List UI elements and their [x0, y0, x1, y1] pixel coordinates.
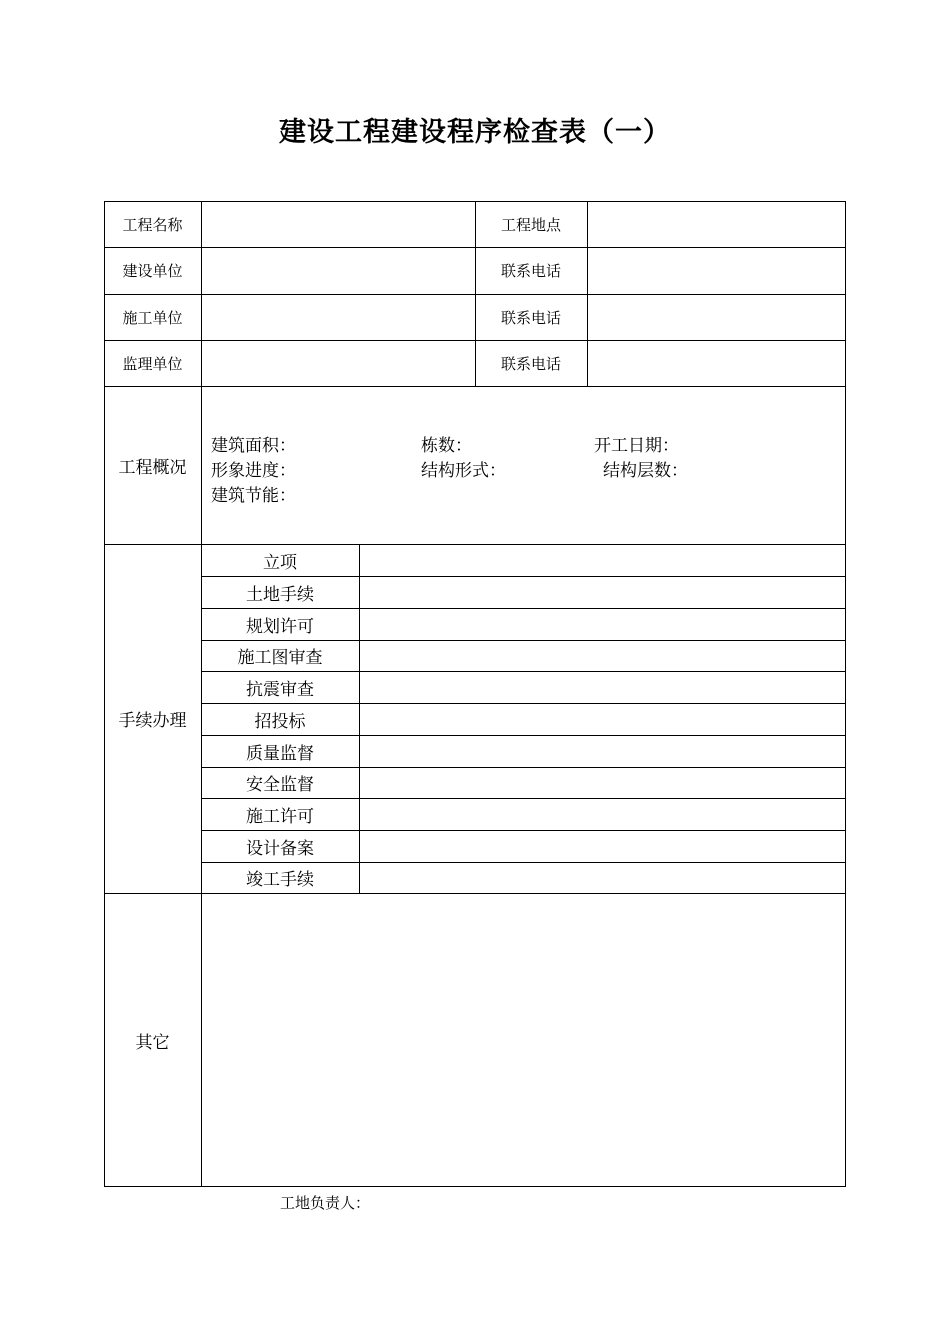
other-label: 其它: [135, 1032, 170, 1053]
procedure-item: 规划许可: [246, 616, 314, 637]
procedure-item: 设计备案: [246, 838, 314, 859]
structure-floors-field: 结构层数：: [603, 461, 688, 481]
procedure-item: 抗震审查: [246, 679, 314, 700]
project-location-label: 工程地点: [500, 215, 561, 234]
site-manager-label: 工地负责人：: [280, 1194, 371, 1212]
construction-unit-label: 建设单位: [122, 262, 183, 280]
procedure-item: 土地手续: [246, 584, 314, 605]
column-divider: [359, 544, 360, 893]
procedures-label: 手续办理: [118, 711, 187, 731]
building-count-field: 栋数：: [421, 436, 472, 456]
builder-unit-label: 施工单位: [122, 308, 183, 327]
page-title: 建设工程建设程序检查表（一）: [279, 117, 671, 148]
overview-label: 工程概况: [118, 457, 187, 478]
building-area-field: 建筑面积：: [211, 436, 296, 456]
procedure-item: 质量监督: [246, 743, 314, 764]
row-divider: [104, 386, 846, 387]
procedure-item: 施工图审查: [237, 648, 323, 668]
procedure-item: 竣工手续: [246, 870, 314, 890]
procedure-item: 安全监督: [246, 775, 314, 795]
contact-phone-label: 联系电话: [500, 262, 561, 280]
project-name-label: 工程名称: [122, 215, 183, 234]
row-divider: [104, 893, 846, 894]
structure-type-field: 结构形式：: [421, 461, 506, 481]
procedure-item: 施工许可: [246, 806, 314, 827]
contact-phone-label: 联系电话: [500, 354, 561, 373]
supervision-unit-label: 监理单位: [122, 354, 183, 373]
start-date-field: 开工日期：: [594, 436, 679, 456]
progress-field: 形象进度：: [211, 461, 296, 481]
energy-saving-field: 建筑节能：: [211, 486, 296, 506]
contact-phone-label: 联系电话: [500, 308, 561, 327]
procedure-item: 招投标: [254, 711, 306, 732]
procedure-item: 立项: [263, 552, 297, 573]
